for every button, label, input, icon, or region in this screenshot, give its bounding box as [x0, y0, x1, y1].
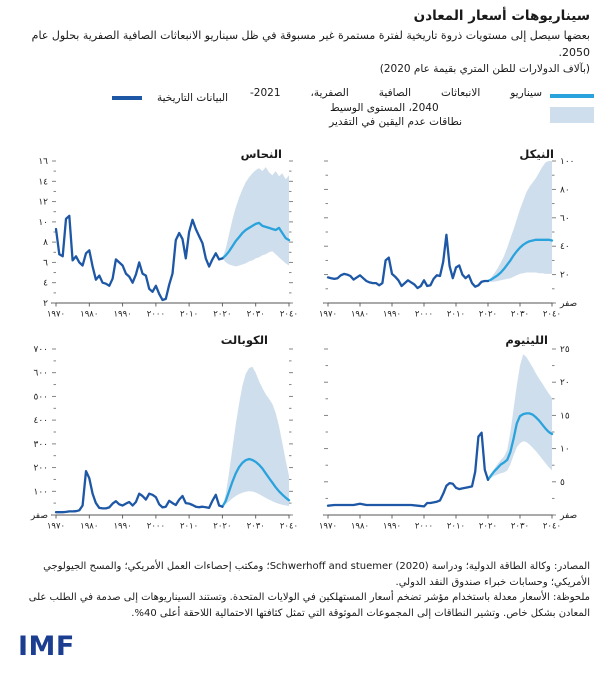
imf-logo: IMF: [18, 631, 75, 662]
x-tick-label: ٢٠٠٠: [146, 521, 166, 532]
uncertainty-band-swatch: [550, 107, 594, 123]
historical-line: [328, 433, 488, 507]
sources-text: المصادر: وكالة الطاقة الدولية؛ ودراسة Schwerhoff and stuemer (2020)؛ ومكتب إحصاءات العمل الأمريكي؛ والمسح الجيولوجي الأمريكي؛ وحسابات خبراء صندوق النقد الدولي.: [43, 561, 590, 588]
chart-cobalt: [0, 331, 300, 545]
x-tick-label: ٢٠٤٠: [542, 309, 562, 320]
legend-scenario-line2: 2040، المستوى الوسيط: [330, 101, 439, 114]
y-tick-label: ٤٠٠: [33, 416, 48, 427]
y-tick-label: ٦٠٠: [33, 368, 48, 379]
y-tick-label: صفر: [560, 299, 578, 309]
y-tick-label: ٦٠: [560, 213, 570, 224]
x-tick-label: ١٩٩٠: [382, 309, 402, 320]
x-tick-label: ٢٠٠٠: [146, 309, 166, 320]
x-tick-label: ٢٠٣٠: [246, 521, 265, 532]
x-tick-label: ٢٠٢٠: [478, 309, 498, 320]
projection-line-swatch: [550, 94, 594, 98]
y-tick-label: ٥: [560, 477, 565, 488]
x-tick-label: ٢٠٠٠: [414, 309, 434, 320]
uncertainty-band: [488, 161, 552, 282]
uncertainty-band: [222, 167, 289, 266]
units-note: (بآلاف الدولارات للطن المتري بقيمة عام 2020): [379, 63, 590, 75]
y-tick-label: ١٢: [38, 197, 48, 208]
x-tick-label: ١٩٧٠: [46, 309, 66, 320]
chart-title-lithium: الليثيوم: [505, 333, 548, 347]
chart-copper: [0, 145, 300, 331]
legend-scenario-line1: سيناريو الانبعاثات الصافية الصفرية، 2021-: [250, 87, 542, 99]
historical-line: [328, 235, 488, 288]
x-tick-label: ٢٠٣٠: [246, 309, 265, 320]
y-tick-label: صفر: [30, 511, 48, 521]
y-tick-label: ٢٠: [560, 270, 570, 281]
historical-line: [56, 216, 222, 300]
y-tick-label: ٢٥: [560, 345, 570, 355]
page-title: سيناريوهات أسعار المعادن: [413, 8, 590, 24]
x-tick-label: ١٩٧٠: [318, 521, 338, 532]
x-tick-label: ٢٠٢٠: [213, 521, 232, 532]
y-tick-label: ١٦: [38, 157, 48, 167]
y-tick-label: ٢: [43, 299, 48, 309]
x-tick-label: ١٩٨٠: [80, 309, 99, 320]
chart-title-nickel: النيكل: [519, 147, 554, 161]
charts-grid: [0, 145, 600, 545]
y-tick-label: ٤٠: [560, 242, 570, 253]
y-tick-label: ٥٠٠: [33, 392, 48, 403]
x-tick-label: ٢٠٤٠: [279, 521, 299, 532]
x-tick-label: ٢٠٣٠: [510, 521, 530, 532]
y-tick-label: ٤: [43, 278, 48, 289]
historical-line-swatch: [112, 96, 142, 100]
legend-band-label: نطاقات عدم اليقين في التقدير: [329, 116, 462, 128]
y-tick-label: ٢٠: [560, 378, 570, 389]
x-tick-label: ٢٠١٠: [179, 521, 199, 532]
x-tick-label: ٢٠٤٠: [542, 521, 562, 532]
x-tick-label: ١٩٧٠: [318, 309, 338, 320]
x-tick-label: ١٩٩٠: [382, 521, 402, 532]
chart-canvas-cobalt: [0, 337, 300, 541]
y-tick-label: ٧٠٠: [33, 345, 48, 355]
y-tick-label: ١٥: [560, 411, 570, 422]
historical-line: [56, 471, 222, 512]
y-tick-label: ٨: [43, 238, 48, 249]
x-tick-label: ٢٠١٠: [446, 521, 466, 532]
figure-subtitle: بعضها سيصل إلى مستويات ذروة تاريخية لفترة مستمرة غير مسبوقة في ظل سيناريو الانبعاثات الصافية الصفرية بحلول عام 2050.: [31, 29, 590, 59]
y-tick-label: ٣٠٠: [33, 439, 48, 450]
x-tick-label: ٢٠٢٠: [213, 309, 232, 320]
chart-title-cobalt: الكوبالت: [220, 333, 268, 347]
y-tick-label: ٦: [43, 258, 48, 269]
chart-canvas-lithium: [300, 337, 600, 541]
x-tick-label: ١٩٩٠: [113, 309, 132, 320]
legend-historical-label: البيانات التاريخية: [157, 92, 229, 104]
chart-canvas-copper: [0, 151, 300, 329]
chart-canvas-nickel: [300, 151, 600, 329]
y-tick-label: ١٠٠: [560, 157, 575, 167]
y-tick-label: ٢٠٠: [33, 463, 48, 474]
chart-nickel: [300, 145, 600, 331]
y-tick-label: ٨٠: [560, 185, 570, 196]
uncertainty-band: [222, 367, 289, 507]
x-tick-label: ٢٠٢٠: [478, 521, 498, 532]
y-tick-label: ١٠٠: [33, 487, 48, 498]
figure-footer: [10, 559, 590, 621]
legend: [0, 85, 600, 141]
chart-lithium: [300, 331, 600, 545]
y-tick-label: ١٠: [38, 217, 48, 228]
x-tick-label: ٢٠١٠: [179, 309, 199, 320]
x-tick-label: ١٩٨٠: [350, 309, 370, 320]
figure-header: [0, 0, 600, 75]
x-tick-label: ١٩٧٠: [46, 521, 66, 532]
x-tick-label: ١٩٨٠: [350, 521, 370, 532]
x-tick-label: ٢٠٤٠: [279, 309, 299, 320]
x-tick-label: ٢٠١٠: [446, 309, 466, 320]
x-tick-label: ٢٠٣٠: [510, 309, 530, 320]
note-text: ملحوظة: الأسعار معدلة باستخدام مؤشر تضخم أسعار المستهلكين في الولايات المتحدة. وتستند السيناريوهات إلى صدمة في الطلب على المعادن بشكل خاص. وتشير النطاقات إلى المجموعات الموثوقة التي تمثل كثافتها الاحتمالية اللاحقة أعلى 40%.: [28, 592, 590, 619]
y-tick-label: صفر: [560, 511, 578, 521]
y-tick-label: ١٠: [560, 444, 570, 455]
x-tick-label: ٢٠٠٠: [414, 521, 434, 532]
y-tick-label: ١٤: [38, 177, 48, 188]
legend-historical-entry: [112, 92, 228, 104]
x-tick-label: ١٩٩٠: [113, 521, 132, 532]
chart-title-copper: النحاس: [240, 147, 282, 161]
x-tick-label: ١٩٨٠: [80, 521, 99, 532]
legend-scenario-label: [250, 86, 542, 115]
